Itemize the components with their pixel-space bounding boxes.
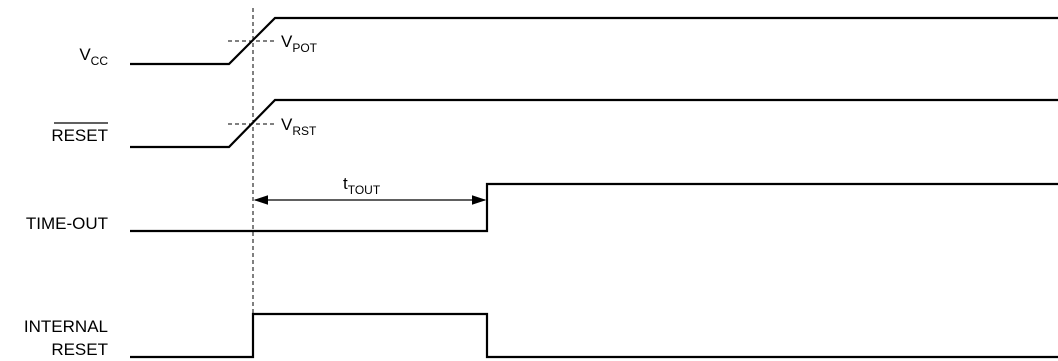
reset-waveform — [130, 100, 1058, 147]
vcc-waveform — [130, 18, 1058, 64]
reset-label: RESET — [51, 126, 108, 145]
internal-reset-waveform — [130, 314, 1058, 357]
ttout-label: $t_{TOUT}$ — [343, 174, 381, 197]
internal-reset-label-line1: INTERNAL — [23, 317, 108, 336]
vrst-label: $V_{RST}$ — [281, 115, 317, 138]
timeout-label: TIME-OUT — [25, 214, 108, 233]
vcc-label: $V_{CC}$ — [79, 45, 108, 68]
timeout-waveform — [130, 184, 1058, 231]
vpot-label: $V_{POT}$ — [281, 32, 318, 55]
internal-reset-label-line2: RESET — [51, 340, 108, 359]
